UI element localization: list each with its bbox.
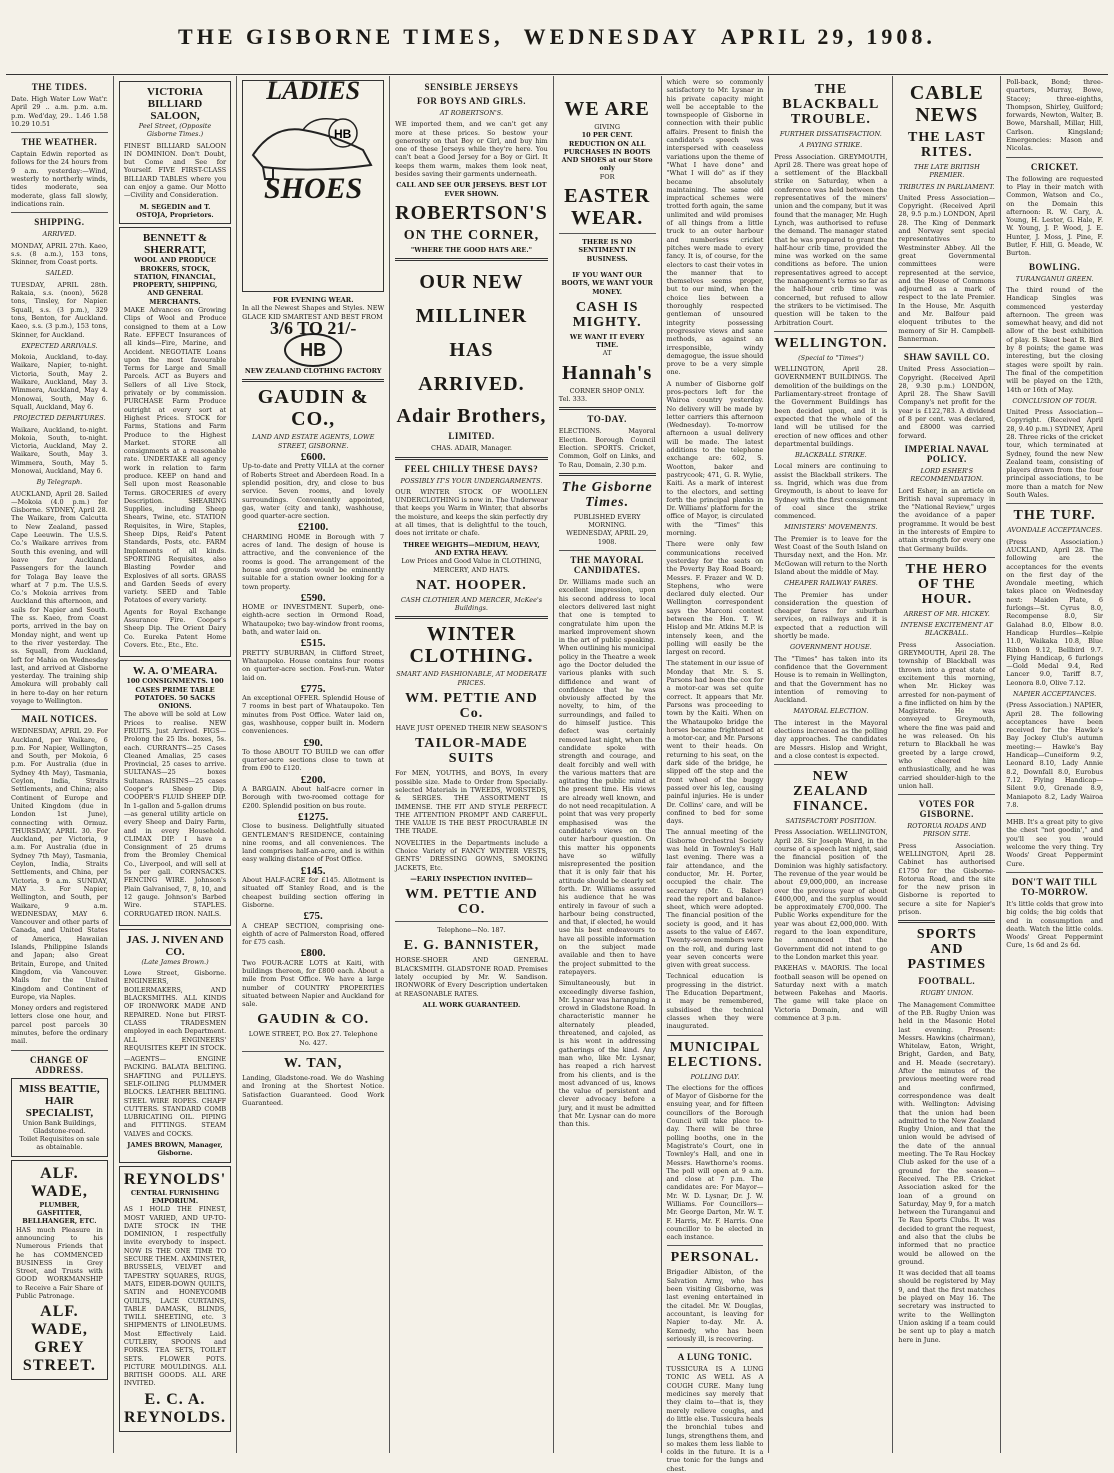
rugby-heading: RUGBY UNION. — [920, 989, 974, 998]
railway-heading: CHEAPER RAILWAY FARES. — [783, 579, 878, 588]
shipping-heading: SHIPPING. — [34, 217, 85, 228]
winter-sub: SMART AND FASHIONABLE, AT MODERATE PRICES. — [396, 670, 547, 687]
bennett-ad — [119, 227, 231, 657]
mhb-text: MHB. It's a great pity to give the chest "not goodin'," and you'll see you would welcome the very thing. Try Woods' Great Peppermint Cure. — [1006, 818, 1104, 868]
listing-10-price: £75. — [303, 910, 323, 923]
bennett-sub: WOOL AND PRODUCE BROKERS, STOCK, STATION, FINANCIAL, PROPERTY, SHIPPING, AND GENERAL MERCHANTS. — [132, 256, 218, 306]
column-5 — [554, 76, 662, 1453]
today-heading: TO-DAY. — [587, 414, 627, 425]
bannister-footer: ALL WORK GUARANTEED. — [422, 1000, 521, 1009]
local-notes-5: Technical education is progressing in the district. The Education Department, it may be remembered, subsidised the technical classes when they were inaugurated. — [666, 972, 764, 1031]
hannahs-sub: CORNER SHOP ONLY. — [569, 386, 645, 395]
sentiment-text: THERE IS NO SENTIMENT IN BUSINESS. — [578, 238, 636, 263]
hero-sub: ARREST OF MR. HICKEY. — [903, 609, 990, 618]
shaw-text: United Press Association—Copyright. (Received April 28, 9.30 p.m.) LONDON, April 28. The Shaw Savill Company's net profit for the year is £122,783. A dividend of 8 per cent. was declared, and £8000 was carried forward. — [898, 365, 996, 440]
jerseys-sub: FOR BOYS AND GIRLS. — [416, 96, 526, 106]
napier-heading: NAPIER ACCEPTANCES. — [1013, 690, 1097, 698]
reynolds-heading: REYNOLDS' — [123, 1170, 227, 1188]
railway-text: The Premier has under consideration the question of cheaper fares for suburban services, on railways and it is expected that a reduction will shortly be made. — [774, 590, 888, 641]
municipal-heading: MUNICIPAL ELECTIONS. — [667, 1039, 763, 1070]
votes-text: Press Association. WELLINGTON, April 28. Cabinet has authorised £1750 for the Gisborne-Rotorua Road, and the site for the new prison in Gisborne is reported to secure a site for Napier's prison. — [898, 841, 996, 917]
finance-heading: NEW ZEALAND FINANCE. — [793, 769, 869, 815]
column-4 — [390, 76, 554, 1453]
expected-text: Mokoia, Auckland, to-day. Waikare, Napier, to-night. Victoria, South, May 2. Waikare, Auckland, May 3. Wimmera, Auckland, May 4. Monowai, South, May 6. Squall, Auckland, May 6. — [11, 353, 108, 411]
personal-text: Brigadier Albiston, of the Salvation Army, who has been visiting Gisborne, was last evening entertained in the citadel. Mr. W. Douglas, accountant, is leaving for Napier to-day. Mr. A. Kennedy, who has been seriously ill, is recovering. — [666, 1268, 764, 1343]
evening-heading: FOR EVENING WEAR. — [272, 296, 354, 304]
columns — [6, 76, 1108, 1473]
mayoral-election-heading: MAYORAL ELECTION. — [793, 707, 869, 716]
telephone-text: Telephone—No. 187. — [437, 926, 506, 935]
tan-heading: W. TAN, — [283, 1056, 343, 1072]
reynolds-text: AS I HOLD THE FINEST, MOST VARIED, AND UP-TO-DATE STOCK IN THE DOMINION, I respectfully invite everybody to inspect. NOW IS THE ONE TIME TO SECURE THEM. AXMINSTER, BRUSSELS, VELVET and TAPESTRY SQUARES, RUGS, MATS, EIDER-DOWN QUILTS, SATIN and HONEYCOMB QUILTS, LACE CURTAINS, TABLE DAMASK, BLINDS, TWILL SHEETING, etc. 3 SHIPMENTS of LINOLEUMS. Most Effectively Laid. CUTLERY, SPOONS and FORKS. TEA SETS, TOILET SETS. FLOWER POTS. PICTURE MOULDINGS. ALL BRITISH GOODS. ALL ARE INVITED. — [123, 1205, 227, 1388]
svg-text:HB: HB — [334, 127, 352, 142]
hooper-name: NAT. HOOPER. — [416, 577, 527, 593]
reynolds-sub: CENTRAL FURNISHING EMPORIUM. — [130, 1188, 220, 1205]
listing-11-text: Two FOUR-ACRE LOTS at Kaiti, with buildings thereon, for £800 each. About a mile from Post Office. We have a large number of COUNTRY PROPERTIES situated between Napier and Auckland for sale. — [242, 958, 385, 1009]
local-notes-4: The annual meeting of the Gisborne Orchestral Society was held in Townley's Hall last evening. There was a fair attendance, and the conductor, Mr. H. Porter, occupied the chair. The secretary (Mr. G. Baker) read the report and balance-sheet, which were adopted. The financial position of the society is good, and it has assets to the value of £467. Twenty-seven members were on the roll, and during last year seven concerts were given with great success. — [666, 828, 764, 970]
strike-heading: BLACKBALL STRIKE. — [795, 451, 867, 460]
projected-text: Waikare, Auckland, to-night. Mokoia, South, to-night. Victoria, Auckland, May 2. Waikare, South, May 3. Wimmera, South, May 5. Monowai, Auckland, May 6. — [11, 425, 108, 475]
listing-7-text: A BARGAIN. About half-acre corner in Borough with two-roomed cottage for £200. Splendid position on bus route. — [242, 785, 385, 810]
chilly-sub: POSSIBLY IT'S YOUR UNDERGARMENTS. — [400, 476, 543, 485]
niven-sub: (Late James Brown.) — [141, 957, 209, 966]
at-text: AT — [602, 349, 612, 358]
votes-sub: ROTORUA ROADS AND PRISON SITE. — [907, 822, 987, 839]
winter-heading: WINTER CLOTHING. — [409, 623, 534, 668]
listing-6-price: £90. — [303, 736, 323, 749]
masthead — [6, 0, 1108, 75]
wellington-sub: (Special to "Times") — [798, 353, 864, 362]
football-heading: FOOTBALL. — [918, 976, 976, 987]
reduction-text: 10 PER CENT. REDUCTION ON ALL PURCHASES IN BOOTS AND SHOES at our Store only — [561, 131, 653, 173]
listing-5-price: £775. — [300, 682, 326, 695]
billiard-ad — [119, 81, 231, 224]
bennett-agents: Agents for Royal Exchange Assurance Fire. Cooper's Sheep Dip. The Orient Dairy Co. Eureka Patent Home Covers. Etc., Etc., Etc. — [123, 607, 227, 649]
lung-text: TUSSICURA IS A LUNG TONIC AS WELL AS A COUGH CURE. Many lung medicines say merely that they claim to—that is, they merely relieve coughs, and do little else. Tussicura heals the bronchial tubes and lungs, strengthens them, and so makes them less liable to colds in the future. It is a true tonic for the lungs and chest. — [666, 1365, 764, 1473]
column-3 — [237, 76, 390, 1453]
billiard-text: FINEST BILLIARD SALOON IN DOMINION. Don't Doubt, but Come and See for Yourself. FIVE FIRST-CLASS BILLIARD TABLES where you can enjoy a game. Our Motto—Civility and Consideration. — [123, 141, 227, 200]
pakehas-text: PAKEHAS v. MAORIS. The local football season will be opened on Saturday next with a match between Pakehas and Maoris. The game will take place on Victoria Domain, and will commence at 3 p.m. — [774, 964, 888, 1023]
listing-4-price: £515. — [300, 637, 326, 650]
lung-heading: A LUNG TONIC. — [677, 1352, 753, 1363]
projected-heading: PROJECTED DEPARTURES. — [13, 414, 106, 423]
listing-5-text: An exceptional OFFER. Splendid House of 7 rooms in best part of Whataupoko. Ten minutes from Post Office. Water laid on, gas, washhouse, copper built in. Modern conveniences. — [242, 694, 385, 736]
beattie-address: Union Bank Buildings, Gladstone-road. — [22, 1118, 97, 1135]
niven-text: Lowe Street, Gisborne. ENGINEERS, BOILERMAKERS, AND BLACKSMITHS. ALL KINDS OF IRONWORK MADE AND REPAIRED. None but FIRST-CLASS TRADESMEN employed in each Department. ALL ENGINEERS' REQUISITES KEPT IN STOCK. — [123, 969, 227, 1052]
jerseys-at: AT ROBERTSON'S. — [439, 109, 504, 117]
beattie-note: Toilet Requisites on sale as obtainable. — [19, 1135, 100, 1152]
conclusion-heading: CONCLUSION OF TOUR. — [1012, 396, 1097, 405]
registered-text: Money orders and registered letters close one hour, and parcel post parcels 30 minutes, before the ordinary mail. — [11, 1004, 108, 1046]
hb-logo: HB — [284, 333, 342, 367]
editorial-continued: which were so commonly satisfactory to Mr. Lysnar in his private capacity might well be acceptable to the townspeople of Gisborne in connection with their public affairs. Present to finish the candidate's speech was interspersed with ceaseless variations upon the theme of "What I have done" and "What I will do" as if they became absolutely maintaining. The same old impractical schemes were trotted forth again, the same unlimited and wild promises of all things from a little truck to an outer harbour and numberless cricket pitches were made to every fancy. It is, of course, for the electors to cast their votes in the manner that to themselves seems proper, but to our mind, when the choice lies between a thoroughly respected gentleman of unsoured integrity possessing progressive views and sane methods, as against an irresponsible, windy demagogue, the issue should prove to be a very simple one. — [666, 78, 764, 377]
wellington-text: WELLINGTON, April 28. GOVERNMENT BUILDINGS. The demolition of the buildings on the Parliamentary-street frontage of the Government Buildings has been decided upon, and it is expected that the whole of the land will be utilised for the erection of new offices and other departmental buildings. — [774, 365, 888, 448]
cricket-heading: CRICKET. — [1030, 161, 1079, 172]
listing-8-price: £1275. — [298, 810, 329, 823]
niven-heading: JAS. J. NIVEN AND CO. — [126, 933, 224, 958]
billiard-signature: M. SEGEDIN and T. OSTOJA, Proprietors. — [136, 202, 214, 219]
paper-name: The Gisborne Times. — [561, 479, 653, 510]
tides-heading: THE TIDES. — [31, 82, 88, 92]
masthead-day: WEDNESDAY — [523, 24, 701, 49]
wade-ad — [11, 1160, 108, 1381]
wellington-heading: WELLINGTON. — [774, 335, 888, 351]
hero-text: Press Association. GREYMOUTH, April 28. The township of Blackball was thrown into a great state of excitement this morning, when Mr. Hickey was arrested for non-payment of a fine inflicted on him by the Magistrate. He was conveyed to Greymouth, where the fine was paid and he was released. On his return to Blackball he was greeted by a large crowd, who cheered him enthusiastically, and he was carried shoulder-high to the union hall. — [898, 640, 996, 790]
jerseys-heading: SENSIBLE JERSEYS — [424, 82, 519, 92]
corner-text: ON THE CORNER, — [403, 227, 540, 243]
municipal-text: The elections for the offices of Mayor of Gisborne for the ensuing year, and for fifteen councillors of the Borough Council will take place to-day. There will be three polling booths, one in the Magistrate's Court, one in Townley's Hall, and one in Messrs. Hawthorne's rooms. The poll will open at 9 a.m. and close at 7 p.m. The candidates are: For Mayor—Mr. W. D. Lysnar, Dr. J. W. Williams. For Councillors—Mr. George Darton, Mr. W. T. F. Harris, Mr. F. Harris. One councillor to be elected in each instance. — [666, 1083, 764, 1242]
change-address-heading: CHANGE OF ADDRESS. — [30, 1054, 89, 1075]
finance-text: Press Association. WELLINGTON, April 28. Sir Joseph Ward, in the course of a speech last night, said the financial position of the Dominion was highly satisfactory. The revenue of the year would be about £9,000,000, an increase over the previous year of about £400,000, and the surplus would be approximately £700,000. The Public Works expenditure for the year was about £2,000,000. With regard to the loan expenditure, he announced that the Government did not intend to go to the London market this year. — [774, 828, 888, 961]
hero-sub-2: INTENSE EXCITEMENT AT BLACKBALL. — [900, 621, 993, 638]
tributes-sub: TRIBUTES IN PARLIAMENT. — [899, 182, 995, 191]
gaudin-address: LOWE STREET, P.O. Box 27. Telephone No. 427. — [248, 1030, 378, 1047]
cricket-text: The following are requested to Play in their match with Common, Watson and Co., on the Domain this afternoon: R. W. Cary, A. Young, H. Lester, G. Hale, F. W. Young, J. P. Wood, J. E. Hunter, J. Moss, J. Pine, F. Butler, F. Hill, G. Meade, W. Burton. — [1006, 174, 1104, 258]
listing-1-price: £600. — [300, 451, 326, 464]
billiard-heading: VICTORIA BILLIARD SALOON, — [146, 86, 203, 122]
mail-heading: MAIL NOTICES. — [21, 714, 98, 725]
mayoral-election-text: The interest in the Mayoral elections increased as the polling day approaches. The candidates are Messrs. Hislop and Wright, and a close contest is expected. — [774, 718, 888, 760]
turf-heading: THE TURF. — [1013, 508, 1096, 524]
corner-tagline: "WHERE THE GOOD HATS ARE." — [410, 245, 532, 254]
wade-text: HAS much Pleasure in announcing to his Numerous Friends that he has COMMENCED BUSINESS in Grey Street, and Trusts with GOOD WORKMANSHIP to Receive a Fair Share of Public Patronage. — [16, 1225, 103, 1301]
listing-9-text: About HALF-ACRE for £145. Allotment is situated off Stanley Road, and is the cheapest building section offering in Gisborne. — [242, 876, 385, 909]
gaudin-heading: GAUDIN & CO., — [257, 386, 369, 431]
imperial-text: Lord Esher, in an article on British naval supremacy in the "National Review," urges the avoidance of a paper programme. It would be best in the interests of Empire to attain strength for every one that Germany builds. — [898, 486, 996, 553]
niven-ad — [119, 929, 231, 1163]
niven-agents: —AGENTS— ENGINE PACKING. BALATA BELTING. SHAFTING and PULLEYS. SELF-OILING PLUMMER BLOCKS. LEATHER BELTING. STEEL WIRE ROPES. CHAFF CUTTERS. STANDARD COMB LUBRICATING OIL. PIPING and FITTINGS. STEAM VALVES and COCKS. — [123, 1055, 227, 1138]
call-text: CALL AND SEE OUR JERSEYS. BEST LOT EVER SHOWN. — [396, 181, 547, 198]
blackball-sub-2: A PAYING STRIKE. — [799, 141, 863, 150]
imperial-sub: LORD ESHER'S RECOMMENDATION. — [910, 466, 984, 484]
gaudin-signature: GAUDIN & CO. — [257, 1012, 370, 1028]
pettie-text: HAVE JUST OPENED THEIR NEW SEASON'S — [395, 724, 548, 733]
beattie-name: MISS BEATTIE, HAIR SPECIALIST, — [19, 1082, 100, 1119]
for-text: FOR — [599, 172, 615, 181]
rites-heading: THE LAST RITES. — [907, 130, 986, 160]
expected-heading: EXPECTED ARRIVALS. — [21, 341, 98, 350]
mayoral-candidates-text-2: Simultaneously, but in exceedingly diverse fashion, Mr. Lysnar was haranguing a crowd in Gladstone Road. In characteristic manner he alternately pleaded, threatened, and cajoled, as is his wont in addressing gatherings of the kind. Any man who, like Mr. Lysnar, has reaped a rich harvest from his clients, and is the most advanced of us, knows the value of persistent and clever advocacy before a jury, and it must be admitted that Mr. Lysnar can do more than this. — [558, 979, 656, 1129]
tan-text: Landing, Gladstone-road. We do Washing and Ironing at the Shortest Notice. Satisfaction Guaranteed. Good Work Guaranteed. — [242, 1074, 385, 1107]
team-list-text: Poll-back, Bond; three-quarters, Murray, Bowe, Stacey; three-eighths, Thompson, Shirley, Guilford; forwards, Newton, Walter, B. Bowe, Marshall, Millar, Hill, Carlson. Kingsland; Emergencies: Mason and Nicolas. — [1006, 78, 1104, 153]
sailed-text: TUESDAY, APRIL 28th. Rakaia, s.s. (noon), 5628 tons, Tinsley, for Napier. Squall, s.s. (3 p.m.), 329 tons, Benton, for Auckland. Kaeo, s.s. (3 p.m.), 153 tons, Skinner, for Auckland. — [11, 280, 108, 339]
blackball-heading: THE BLACKBALL TROUBLE. — [782, 82, 880, 127]
rugby-text: The Management Committee of the P.B. Rugby Union was held in the Masonic Hotel last evening. Present: Messrs. Hawkins (chairman), Whitelaw, Eaton, Wright, Bright, Garden, and Baty, and H. Meade (secretary). After the minutes of the previous meeting were read and confirmed, correspondence was dealt with. Wellington: Advising that the union had been admitted to the New Zealand Rugby Union, and that the union would be advised of the date of the annual meeting. The Te Rau Hockey Club asked for the use of a ground for the season—Received. The P.B. Cricket Association asked for the loan of a ground on Saturday, May 9, for a match between the Turanganui and Te Rau Sports Clubs. It was decided to grant the request, and also that the clubs be informed that no practice would be allowed on the ground. — [898, 1000, 996, 1266]
reynolds-ad — [119, 1166, 231, 1432]
bowling-heading: BOWLING. — [1028, 261, 1081, 272]
sailed-heading: SAILED. — [45, 269, 74, 278]
mayoral-candidates-text: Dr. Williams made such an excellent impression, upon his second address to local electors delivered last night that one is tempted to congratulate him upon the marked improvement shown in the art of public speaking. When outlining his municipal policy in the Theatre a week ago the Doctor deluded the various planks with such diffidence and want of confidence that he was obviously affected by the novelty, to him, of the surroundings, and failed to do himself justice. This defect was certainly removed last night, when the candidate spoke with strength and courage, and dealt forcibly and well with the various matters that are agitating the public mind at the present time. His views are already well known, and do not need recapitulation. A point that was very properly emphasised was the candidate's views on the outer harbour question. On this matter his opponents have so wilfully misrepresented the position that it is only fair that his attitude should be clearly set forth. Dr. Williams assured his audience that he was entirely in favour of such a harbour being constructed, and that, if elected, he would use his best endeavours to have all possible information on the subject made available and then to have the project submitted to the ratepayers. — [558, 578, 656, 976]
bannister-heading: E. G. BANNISTER, — [403, 938, 540, 954]
wade-trades: PLUMBER, GASFITTER, BELLHANGER, ETC. — [22, 1200, 97, 1226]
robertsons-name: ROBERTSON'S — [395, 201, 548, 224]
mail-text: WEDNESDAY, APRIL 29. For Auckland, per Waikare, 6 p.m. For Napier, Wellington, and South, per Mokoia, 6 p.m. For Australia (due in Sydney 4th May), Tasmania, Ceylon, India, Straits Settlements, and China; also Continent of Europe and United Kingdom (due in London 1st June), connecting with Ormuz. THURSDAY, APRIL 30. For Auckland, per Victoria, 9 a.m. For Australia (due in Sydney 7th May), Tasmania, Ceylon, India, Straits Settlements, and China, per Victoria, 9 a.m. SUNDAY, MAY 3. For Napier, Wellington, and South, per Waikare, 9 a.m. WEDNESDAY, MAY 6. Vancouver and other parts of Canada, and United States of America, Hawaiian Islands, Philippine Islands and Japan; also Great Britain, Europe, and United Kingdom, via Vancouver. Mails for the United Kingdom and Continent of Europe, via Naples. — [11, 727, 108, 1001]
conclusion-text: United Press Association—Copyright. (Received April 28, 9.40 p.m.) SYDNEY, April 28. Three ricks of the cricket tour, which terminated at Sydney, found the new New Zealand team, consisting of players drawn from the four principal associations, to be more than a match for New South Wales. — [1006, 408, 1104, 500]
polling-day: POLLING DAY. — [690, 1072, 740, 1081]
wade-signature: ALF. WADE, GREY STREET. — [22, 1303, 96, 1375]
listing-1-text: Up-to-date and Pretty VILLA at the corner of Roberts Street and Aberdeen Road. In a splendid position, dry, and close to bus service. Seven rooms, and lovely surroundings. Conveniently appointed, gas, water (city and tank), washhouse, good quarter-acre section. — [242, 462, 385, 521]
listing-2-price: £2100. — [298, 521, 329, 534]
strike-text: Local miners are continuing to assist the Blackball strikers. The ss. Ingrid, which was due from Greymouth, is about to leave for Sydney with the first consignment of coal since the strike commenced. — [774, 462, 888, 521]
sports-heading: SPORTS AND PASTIMES — [907, 927, 987, 973]
tailor-text: For MEN, YOUTHS, and BOYS, In every possible size. Made to Order from Specially-selected Materials in TWEEDS, WORSTEDS, & SERGES. THE ASSORTMENT IS IMMENSE. THE FIT AND STYLE PERFECT. THE ATTENTION PROMPT AND CAREFUL. THE VALUE IS THE BEST PROCURABLE IN THE TRADE. — [395, 769, 548, 836]
imperial-heading: IMPERIAL NAVAL POLICY. — [904, 443, 990, 464]
adair-name: Adair Brothers, — [396, 405, 547, 428]
rites-sub: THE LATE BRITISH PREMIER. — [913, 163, 980, 180]
pettie-signature: WM. PETTIE AND CO. — [405, 887, 538, 918]
weather-heading: THE WEATHER. — [21, 137, 98, 148]
today-text: ELECTIONS. Mayoral Election. Borough Council Election. SPORTS. Cricket, Common, Golf on Links, and To Rau, Domain, 2.30 p.m. — [558, 427, 656, 469]
listing-4-text: PRETTY SUBURBAN, in Clifford Street, Whataupoko. House contains four rooms on quarter-acre section. Fowl-run. Water laid on. — [242, 648, 385, 682]
weather-text: Captain Edwin reported as follows for the 24 hours from 9 a.m. yesterday:—Wind, westerly to northerly winds, tides moderate, sea moderate, glass fall slowly, indications rain. — [11, 150, 108, 208]
local-notes-3: The statement in our issue of Monday that Mr. S. S. Parsons had been the cox for a motor-car was set quite correct. It appears that Mr. Parsons was proceeding to town by the Kaiti. When on the Whataupoko bridge the horses became frightened at a motor-car, and Mr. Parsons went to their heads. On returning to his seat, on the dark side of the bridge, he slipped off the step and the front wheel of the buggy passed over his leg, causing painful injuries. He is under Dr. Collins' care, and will be confined to bed for some days. — [666, 659, 764, 826]
wade-name: ALF. WADE, — [30, 1164, 88, 1200]
dont-wait-heading: DON'T WAIT TILL TO-MORROW. — [1011, 876, 1098, 897]
published-text: PUBLISHED EVERY MORNING. — [573, 512, 641, 530]
ministers-heading: MINISTERS' MOVEMENTS. — [784, 523, 878, 532]
tailor-heading: TAILOR-MADE SUITS — [415, 736, 528, 767]
weights-text: THREE WEIGHTS—MEDIUM, HEAVY, AND EXTRA HEAVY. — [403, 540, 540, 557]
column-8 — [893, 76, 1001, 1453]
bannister-text: HORSE-SHOER AND GENERAL BLACKSMITH. GLADSTONE ROAD. Premises lately occupied by Mr. W. Sandison. IRONWORK of Every Description undertaken at REASONABLE RATES. — [395, 956, 548, 998]
telegraph-text: AUCKLAND, April 28. Sailed—Mokoia (4.0 p.m.) for Gisborne. SYDNEY, April 28. The Waikare, from Calcutta to New Zealand, passed Cape Leeuwin. The U.S.S. Co.'s Waikare arrives from South this evening, and will leave for Auckland. Passengers for the launch for Tolaga Bay leave the wharf at 7 p.m. The U.S.S. Co.'s Mokoia arrives from Auckland this afternoon, and sails for Napier and South. The ss. Kaeo, from Coast ports, arrived in the bay on Monday night, and went up to the river yesterday. The ss. Squall, from Auckland, left for Mahia on Wednesday last, and arrived at Gisborne yesterday. The training ship Amokura will probably call in here to-day on her return voyage to Wellington. — [11, 489, 108, 705]
early-inspection: —EARLY INSPECTION INVITED— — [410, 874, 533, 883]
beattie-ad — [11, 1078, 108, 1157]
hooper-sub: CASH CLOTHIER AND MERCER, McKee's Buildings. — [400, 595, 543, 613]
easter-heading: EASTER WEAR. — [564, 185, 651, 230]
column-9 — [1001, 76, 1108, 1453]
pettie-name: WM. PETTIE AND Co. — [405, 691, 538, 722]
price-range: 3/6 TO 21/- — [269, 317, 357, 338]
hb-name: NEW ZEALAND CLOTHING FACTORY — [244, 367, 382, 376]
ladies-title: LADIES — [266, 76, 361, 105]
turf-text: (Press Association.) AUCKLAND, April 28. The following are the acceptances for the events on the first day of the Avondale meeting, which takes place on Wednesday next: Maiden Plate, 6 furlongs—St. Cyrus 8.0, Recompense 8.0, Sir Galahad 8.0, Elbow 8.0. Handicap Hurdles—Kelpie 11.0, Waikaka 10.8, Blue Ribbon 9.12, Bellbird 9.7. Flying Handicap, 6 furlongs—Gold Medal 9.4, Red Lancer 9.0, Tariff 8.7, Leonora 8.0, Olive 7.12. — [1006, 537, 1104, 687]
giving-text: GIVING — [594, 123, 621, 131]
cable-news-heading: CABLE NEWS — [909, 82, 984, 126]
ministers-text: The Premier is to leave for the West Coast of the South Island on Thursday next, and the Hon. Mr. McGowan will return to the North Island about the middle of May. — [774, 534, 888, 576]
column-6 — [662, 76, 770, 1473]
bennett-text: MAKE Advances on Growing Clips of Wool and Produce consigned to them at a Low Rate. EFFECT Insurances of all kinds—Fire, Marine, and Accident. NEGOTIATE Loans upon the most favourable Terms for Large and Small Parcels. ACT as Buyers and Sellers of all Live Stock, privately or by commission. PURCHASE Farm Produce outright at every sort at Highest Prices. STOCK for Farms, Stations and Farm Produce to the Highest Market. STORE all consignments at a reasonable rate. UNDERTAKE all agency work in relation to farm produce. KEEP on hand and Sell upon most Reasonable Terms. GROCERIES of every Description. SHEARING Supplies, including Sheep Shears, Twine, etc. STATION Requisites, in Wire, Staples, Sheep Dips, Reid's Patent Standards, Posts, etc. FARM Implements of all kinds. SPORTING Requisites, also Blasting Powder and Explosives of all sorts. GRASS and Garden Seeds of every variety. SEED and Table Potatoes of every variety. — [123, 306, 227, 605]
omeara-ad — [119, 660, 231, 926]
tides-text: Date. High Water Low Wat'r. April 29 .. a.m. p.m. a.m. p.m. Wed'day, 29.. 1.46 1.58 10.29 10.51 — [11, 95, 108, 128]
omeara-text: The above will be sold at Low Prices to realise. NEW FRUITS. Just Arrived. FIGS—Prolong the 25 lbs. boxes, 5s. each. CURRANTS—25 Cases Cleaned Amalias, 25 cases Provincial, 25 cases to arrive. SULTANAS—25 boxes Sultanas. RAISINS—25 cases Cooper's Sheep Dip. COOPER'S FLUID SHEEP DIP. In 1-gallon and 5-gallon drums—as general utility article on every Sheep and Dairy Farm, and in every Household. CLIMAX DIP. I have a Consignment of 25 drums from the Bromley Chemical Co., Liverpool, and will sell at 5s per gall. CORNSACKS. FENCING WIRE. Johnson's Plain Galvanised, 7, 8, 10, and 12 gauge. Johnson's Barbed Wire. STAPLES. CORRUGATED IRON. NAILS. — [123, 710, 227, 918]
shaw-heading: SHAW SAVILL CO. — [903, 352, 990, 363]
niven-signature: JAMES BROWN, Manager, Gisborne. — [127, 1141, 223, 1158]
weare-heading: WE ARE — [564, 98, 650, 120]
listing-3-text: HOME or INVESTMENT. Superb, one-eighth-acre section in Ormond Road, Whataupoko; two bay-window front rooms, bath, and water laid on. — [242, 603, 385, 637]
masthead-date: APRIL 29, 1908. — [720, 24, 936, 49]
column-2 — [114, 76, 237, 1453]
arrived-heading: ARRIVED. — [42, 230, 77, 239]
votes-heading: VOTES FOR GISBORNE. — [918, 799, 975, 820]
rugby-text-2: It was decided that all teams should be registered by May 9, and that the first matches be played on May 16. The secretary was instructed to write to the Wellington Union asking if a team could be sent up to play a match here in June. — [898, 1269, 996, 1344]
dont-wait-text: It's little colds that grow into big colds; the big colds that end in consumption and death. Watch the little colds. Woods' Great Peppermint Cure, 1s 6d and 2s 6d. — [1006, 899, 1104, 950]
listing-2-text: CHARMING HOME in Borough with 7 acres of land. The design of house is attractive, and the convenience of the rooms is good. The arrangement of the house and grounds would be eminently suitable for a station owner looking for a town property. — [242, 532, 385, 591]
novelties-text: NOVELTIES in the Departments include a Choice Variety of FANCY WINTER VESTS, GENTS' DRESSING GOWNS, SMOKING JACKETS, Etc. — [395, 838, 548, 872]
bennett-heading: BENNETT & SHERRATT, — [142, 232, 208, 257]
every-time-text: WE WANT IT EVERY TIME. — [569, 332, 645, 350]
chilly-text: OUR WINTER STOCK OF WOOLLEN UNDERCLOTHING is now in. The Underwear that keeps you Warm in Winter, that absorbs the moisture, and keeps the skin perfectly dry at all times, that is delightful to the touch, does not irritate or chafe. — [395, 487, 548, 538]
local-notes-1: A number of Gisborne golf pros-pectors left for the Wairoa country yesterday. No delivery will be made by letter carriers this afternoon (Wednesday). To-morrow afternoon a usual delivery will be made. The latest additions to the telephone exchange are: 602, S. Wootton, baker and pastrycook; 471, G. R. Wylie, Kaiti. As a mark of interest to the electors, and setting forth the principal planks in Dr. Williams' platform for the office of Mayor, is circulated with the "Times" this morning. — [666, 379, 764, 538]
chilly-heading: FEEL CHILLY THESE DAYS? — [404, 463, 539, 474]
milliner-heading: OUR NEW MILLINER HAS ARRIVED. — [415, 271, 528, 396]
hannahs-tel: Tel. 333. — [558, 395, 588, 404]
govt-house-heading: GOVERNMENT HOUSE. — [790, 643, 872, 652]
publication-date: WEDNESDAY, APRIL 29, 1908. — [566, 529, 649, 546]
hero-heading: THE HERO OF THE HOUR. — [905, 561, 988, 607]
listing-3-price: £590. — [300, 591, 326, 604]
turf-sub: AVONDALE ACCEPTANCES. — [1007, 526, 1103, 535]
personal-heading: PERSONAL. — [670, 1250, 760, 1266]
listing-7-price: £200. — [300, 773, 326, 786]
column-7 — [769, 76, 893, 1453]
hannahs-name: Hannah's — [562, 361, 653, 384]
billiard-sub: Peel Street, (Opposite Gisborne Times.) — [138, 122, 212, 139]
gaudin-sub: LAND AND ESTATE AGENTS, LOWE STREET, GISBORNE. — [251, 433, 375, 450]
blackball-sub: FURTHER DISSATISFACTION. — [779, 130, 882, 138]
omeara-sub: 100 CONSIGNMENTS. 100 CASES PRIME TABLE POTATOES. 50 SACKS ONIONS. — [126, 677, 224, 711]
shoes-title: SHOES — [263, 172, 363, 206]
adair-signature: CHAS. ADAIR, Manager. — [430, 444, 512, 453]
jerseys-text: WE imported them, and we can't get any more at these prices. So bestow your generosity on that Boy or Girl, and buy him one of these Jerseys while they're here. You can't beat a Good Jersey for a Boy or Girl. It keeps them warm, makes them look neat, besides saving their garments underneath. — [395, 120, 548, 179]
column-1 — [6, 76, 114, 1453]
arrived-text: MONDAY, APRIL 27th. Kaeo, s.s. (8 a.m.), 153 tons, Skinner, from Coast ports. — [11, 241, 108, 267]
ladies-shoes-ad — [242, 76, 384, 292]
cable-text: United Press Association—Copyright. (Received April 28, 9.5 p.m.) LONDON, April 28. The King of Denmark and Norway sent special representatives to Westminster Abbey. All the great Governmental committees were represented at the service, and the House of Commons adjourned as a mark of respect to the late Premier. In the House, Mr. Asquith and Mr. Balfour paid eloquent tributes to the memory of Sir H. Campbell-Bannerman. — [898, 193, 996, 343]
blackball-text: Press Association. GREYMOUTH, April 28. There was great hope of a settlement of the Blackball strike on Saturday, when a conference was held between the representatives of the miners' union and the company, but it was found that the manager, Mr. Hugh Lynch, was authorised to refuse the demand. The manager stated that he was prepared to grant the half-hour crib time, provided the mine was worked on the same conditions as before. The union representatives agreed to accept the management's terms so far as the half-hour crib time was concerned, but refused to allow the strikers to be victimised. The question will be taken to the Arbitration Court. — [774, 152, 888, 327]
want-money-text: IF YOU WANT OUR BOOTS, WE WANT YOUR MONEY. — [561, 270, 653, 296]
cash-text: CASH IS MIGHTY. — [572, 299, 642, 330]
reynolds-signature: E. C. A. REYNOLDS. — [124, 1390, 226, 1426]
newspaper-title: THE GISBORNE TIMES, — [178, 24, 504, 49]
listing-8-text: Close to business. Delightfully situated GENTLEMAN'S RESIDENCE, containing nine rooms, and all conveniences. The land comprises half-an-acre, and is within easy walking distance of Post Office. — [242, 822, 385, 864]
listing-11-price: £800. — [300, 947, 326, 960]
napier-text: (Press Association.) NAPIER, April 28. The following acceptances have been received for the Hawke's Bay Jockey Club's autumn meeting:— Hawke's Bay Handicap—Cuneiform 9.2, Leonard 8.10, Lady Annie 8.2, Downfall 8.0, Eurobus 7.12. Flying Handicap—Silent 9.0, Grenade 8.9, Maniapoto 8.2, Lady Wairoa 7.8. — [1006, 701, 1104, 809]
listing-6-text: To those ABOUT TO BUILD we can offer quarter-acre sections close to town at from £90 to £120. — [242, 747, 385, 773]
telegraph-heading: By Telegraph. — [36, 478, 83, 487]
bowling-text: The third round of the Handicap Singles was commenced yesterday afternoon. The green was somewhat heavy, and did not allow of the best exhibition of play. B. Skeet beat R. Bird by 8 points; the game was interesting, but the closing stages were spoilt by rain. The final of the competition will be played on the 12th, 14th or 16th of May. — [1006, 285, 1104, 394]
evening-text: In all the Newest Shapes and Styles. NEW GLACE KID SMARTEST AND BEST FROM — [242, 304, 385, 321]
finance-sub: SATISFACTORY POSITION. — [785, 817, 877, 826]
mayoral-candidates-heading: THE MAYORAL CANDIDATES. — [570, 555, 644, 576]
adair-limited: LIMITED. — [448, 431, 495, 442]
local-notes-2: There were only few communications received yesterday for the seats on the Poverty Bay Road Board; Messrs. F. Frazer and W. D. Stephens, who were declared duly elected. Our Wellington correspondent says the Marconi contest between the Hon. T. W. Hislop and Mr. Atkins M.P. is intensely keen, and the polling will easily be the largest on record. — [666, 540, 764, 657]
listing-10-text: A CHEAP SECTION, comprising one-eighth of acre of Palmerston Road, offered for £75 cash. — [242, 921, 385, 947]
omeara-heading: W. A. O'MEARA. — [132, 665, 218, 678]
govt-house-text: The "Times" has taken into its confidence that the Government House is to remain in Wellington, and that the Government has no intention of removing to Auckland. — [774, 654, 888, 705]
low-prices-text: Low Prices and Good Value in CLOTHING, MERCERY, AND HATS. — [401, 557, 542, 574]
listing-9-price: £145. — [300, 864, 326, 877]
bowling-sub: TURANGANUI GREEN. — [1015, 274, 1094, 283]
